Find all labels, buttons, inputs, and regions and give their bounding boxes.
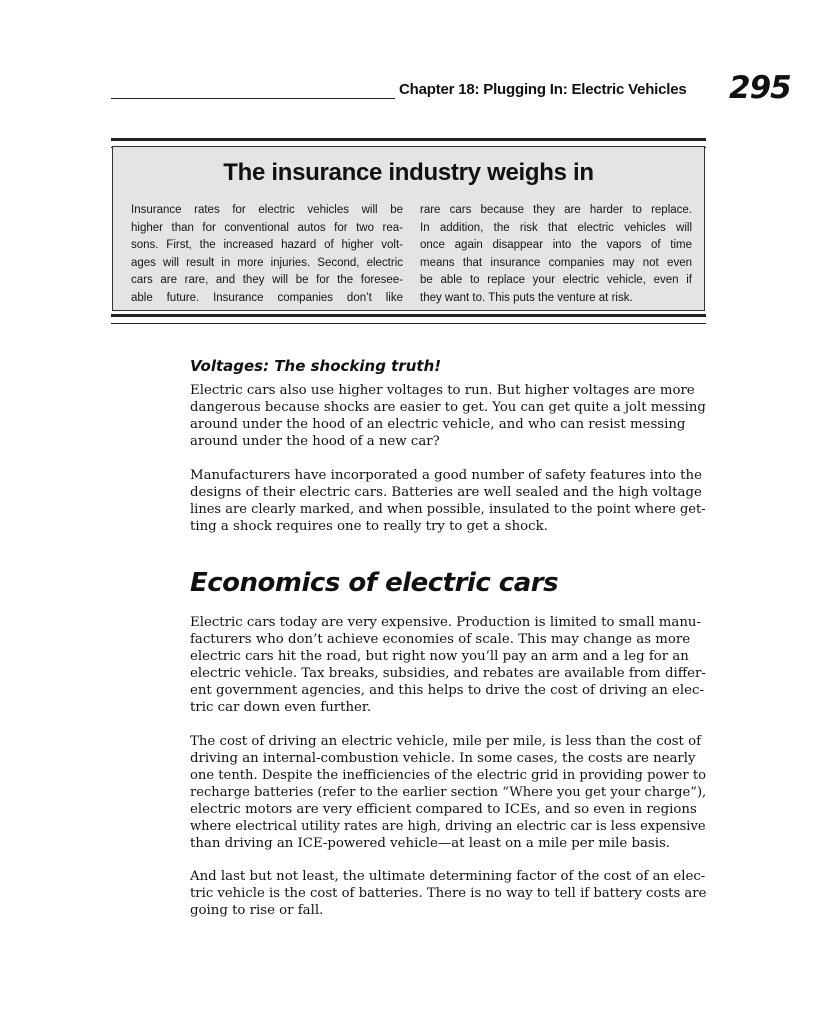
text-line: electric cars hit the road, but right now you’ll pay an arm and a leg for an [190,649,689,664]
sidebar-line: able future. Insurance companies don’t like [131,291,403,304]
text-line: dangerous because shocks are easier to get. You can get quite a jolt messing [190,400,706,415]
sidebar-line: Insurance rates for electric vehicles will be [131,204,403,216]
sidebar-bottom-rule [111,314,706,324]
sidebar-line: be able to replace your electric vehicle, even if [420,274,692,286]
text-line: And last but not least, the ultimate determining factor of the cost of an elec- [190,869,706,884]
text-line: where electrical utility rates are high, driving an electric car is less expensive [190,819,706,834]
paragraph-economics-3 [190,868,706,919]
sidebar-line: once again disappear into the vapors of time [420,239,692,251]
text-line: recharge batteries (refer to the earlier section “Where you get your charge”), [190,785,707,800]
sidebar-line: they want to. This puts the venture at risk. [420,291,633,304]
text-line: one tenth. Despite the inefficiencies of the electric grid in providing power to [190,768,707,783]
text-line: around under the hood of a new car? [190,434,440,449]
header-rule [111,98,395,99]
text-line: Electric cars also use higher voltages to run. But higher voltages are more [190,383,695,398]
sidebar-line: In addition, the risk that electric vehicles will [420,221,692,234]
text-line: designs of their electric cars. Batteries are well sealed and the high voltage [190,485,702,500]
text-line: Manufacturers have incorporated a good number of safety features into the [190,468,702,483]
text-line: The cost of driving an electric vehicle, mile per mile, is less than the cost of [190,734,702,749]
sidebar-column-right [420,202,692,307]
paragraph-voltages-2 [190,467,706,535]
sidebar-line: ages will result in more injuries. Second, electric [131,256,403,269]
sidebar-title: The insurance industry weighs in [223,159,594,186]
text-line: ent government agencies, and this helps to drive the cost of driving an elec- [190,683,704,698]
subheading-voltages: Voltages: The shocking truth! [190,357,442,375]
text-line: tric car down even further. [190,700,372,715]
text-line: Electric cars today are very expensive. Production is limited to small manu- [190,615,701,630]
text-line: driving an internal-combustion vehicle. In some cases, the costs are nearly [190,751,696,766]
text-line: electric vehicle. Tax breaks, subsidies, and rebates are available from differ- [190,666,706,681]
sidebar-line: higher than for conventional autos for two rea- [131,221,403,234]
text-line: electric motors are very efficient compared to ICEs, and so even in regions [190,802,697,817]
text-line: ting a shock requires one to really try to get a shock. [190,519,548,534]
text-line: than driving an ICE-powered vehicle—at least on a mile per mile basis. [190,836,671,851]
text-line: around under the hood of an electric vehicle, and who can resist messing [190,417,686,432]
page-number: 295 [729,70,791,106]
running-head [111,70,791,106]
heading-economics: Economics of electric cars [190,568,559,598]
chapter-title: Chapter 18: Plugging In: Electric Vehicles [399,81,687,98]
text-line: tric vehicle is the cost of batteries. There is no way to tell if battery costs are [190,886,707,901]
paragraph-economics-2 [190,733,706,852]
text-line: lines are clearly marked, and when possible, insulated to the point where get- [190,502,706,517]
sidebar-line: rare cars because they are harder to replace. [420,204,692,216]
sidebar-column-left [131,202,403,307]
paragraph-economics-1 [190,614,706,716]
sidebar-line: cars are rare, and they will be for the foresee- [131,274,403,286]
paragraph-voltages-1 [190,382,706,450]
text-line: facturers who don’t achieve economies of scale. This may change as more [190,632,691,647]
sidebar-line: means that insurance companies may not even [420,256,692,269]
sidebar-line: sons. First, the increased hazard of higher volt- [131,239,403,251]
sidebar-box [112,146,705,311]
sidebar-insurance [111,138,706,322]
text-line: going to rise or fall. [190,903,324,918]
